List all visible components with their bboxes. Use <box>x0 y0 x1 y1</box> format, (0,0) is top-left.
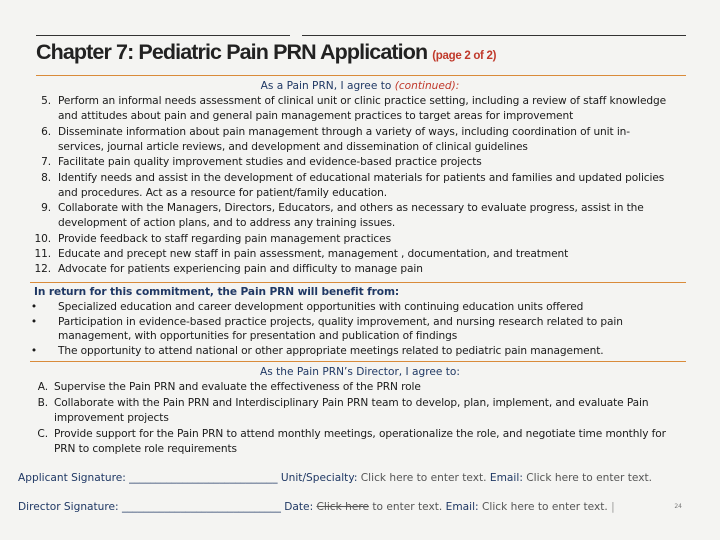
item-text: Collaborate with the Managers, Directors, Educators, and others as necessary to evaluate progress, assist in the <box>58 202 644 215</box>
item-number: 8. <box>41 171 51 184</box>
item-text: development of action plans, and to address any training issues. <box>58 217 396 230</box>
item-text: management, with opportunities for presentation and publication of findings <box>58 330 458 343</box>
header-rule-right <box>302 35 686 36</box>
item-number: 11. <box>34 248 51 260</box>
item-text: Provide feedback to staff regarding pain management practices <box>58 232 391 245</box>
item-number: 6. <box>41 125 51 138</box>
item-text: Facilitate pain quality improvement studies and evidence-based practice projects <box>58 156 482 169</box>
bullet-icon: • <box>30 315 38 328</box>
page-number: 24 <box>674 503 682 510</box>
item-text: Educate and precept new staff in pain assessment, management , documentation, and treatment <box>58 248 569 260</box>
item-text: Provide support for the Pain PRN to attend monthly meetings, operationalize the role, and negotiate time monthly for <box>54 427 666 440</box>
header-rule-left <box>36 35 290 36</box>
item-text: improvement projects <box>54 412 169 425</box>
director-heading: As the Pain PRN’s Director, I agree to: <box>260 366 460 378</box>
item-number: 7. <box>41 156 51 169</box>
date-input[interactable]: Click here to enter text. <box>316 501 443 513</box>
item-text: and procedures. Act as a resource for patient/family education. <box>58 186 388 199</box>
item-text: services, journal article reviews, and development and dissemination of clinical guidelines <box>58 140 528 153</box>
item-text: Specialized education and career development opportunities with continuing education units offered <box>58 301 584 313</box>
bullet-icon: • <box>30 301 38 313</box>
item-number: 5. <box>41 95 51 107</box>
item-text: Collaborate with the Pain PRN and Interdisciplinary Pain PRN team to develop, plan, implement, and evaluate Pain <box>54 396 649 409</box>
unit-input[interactable]: Click here to enter text. <box>360 472 487 484</box>
item-text: Perform an informal needs assessment of clinical unit or clinic practice setting, including a review of staff knowledge <box>58 95 667 107</box>
director-signature-field[interactable]: Director Signature: ______________________________ <box>18 501 281 513</box>
section-divider <box>30 282 686 283</box>
page-title <box>36 40 496 65</box>
title-subtitle: (page 2 of 2) <box>432 50 497 62</box>
item-text: Supervise the Pain PRN and evaluate the effectiveness of the PRN role <box>54 381 421 393</box>
item-number: C. <box>37 427 48 440</box>
director-signature-row <box>18 501 615 513</box>
item-text: The opportunity to attend national or other appropriate meetings related to pediatric pain management. <box>58 345 604 358</box>
item-text: PRN to complete role requirements <box>54 443 237 456</box>
applicant-signature-field[interactable]: Applicant Signature: ____________________________ <box>18 472 278 484</box>
item-number: 10. <box>34 232 51 245</box>
email-input[interactable]: Click here to enter text. <box>526 472 653 484</box>
item-text: Participation in evidence-based practice projects, quality improvement, and nursing research related to pain <box>58 315 623 328</box>
item-text: Disseminate information about pain management through a variety of ways, including coordination of unit in- <box>58 125 631 138</box>
benefits-heading: In return for this commitment, the Pain PRN will benefit from: <box>34 286 400 298</box>
item-text: and attitudes about pain and general pain management practices to target areas for improvement <box>58 110 574 123</box>
bullet-icon: • <box>30 345 38 358</box>
item-number: 9. <box>41 202 51 215</box>
section1-heading: As a Pain PRN, I agree to (continued): <box>260 80 460 92</box>
date-label: Date: <box>284 501 314 513</box>
title-divider <box>36 75 686 76</box>
item-number: 12. <box>34 263 51 276</box>
director-email-input[interactable]: Click here to enter text. <box>482 501 608 513</box>
unit-label: Unit/Specialty: <box>280 472 358 484</box>
item-number: A. <box>37 381 48 393</box>
title-text: Chapter 7: Pediatric Pain PRN Application <box>36 40 428 64</box>
item-text: Advocate for patients experiencing pain and difficulty to manage pain <box>58 263 423 276</box>
separator-bar: | <box>611 501 615 513</box>
section-divider <box>30 361 686 362</box>
item-number: B. <box>37 396 48 409</box>
item-text: Identify needs and assist in the development of educational materials for patients and families and updated policies <box>58 171 665 184</box>
director-email-label: Email: <box>445 501 479 513</box>
email-label: Email: <box>489 472 523 484</box>
applicant-signature-row <box>18 472 652 484</box>
